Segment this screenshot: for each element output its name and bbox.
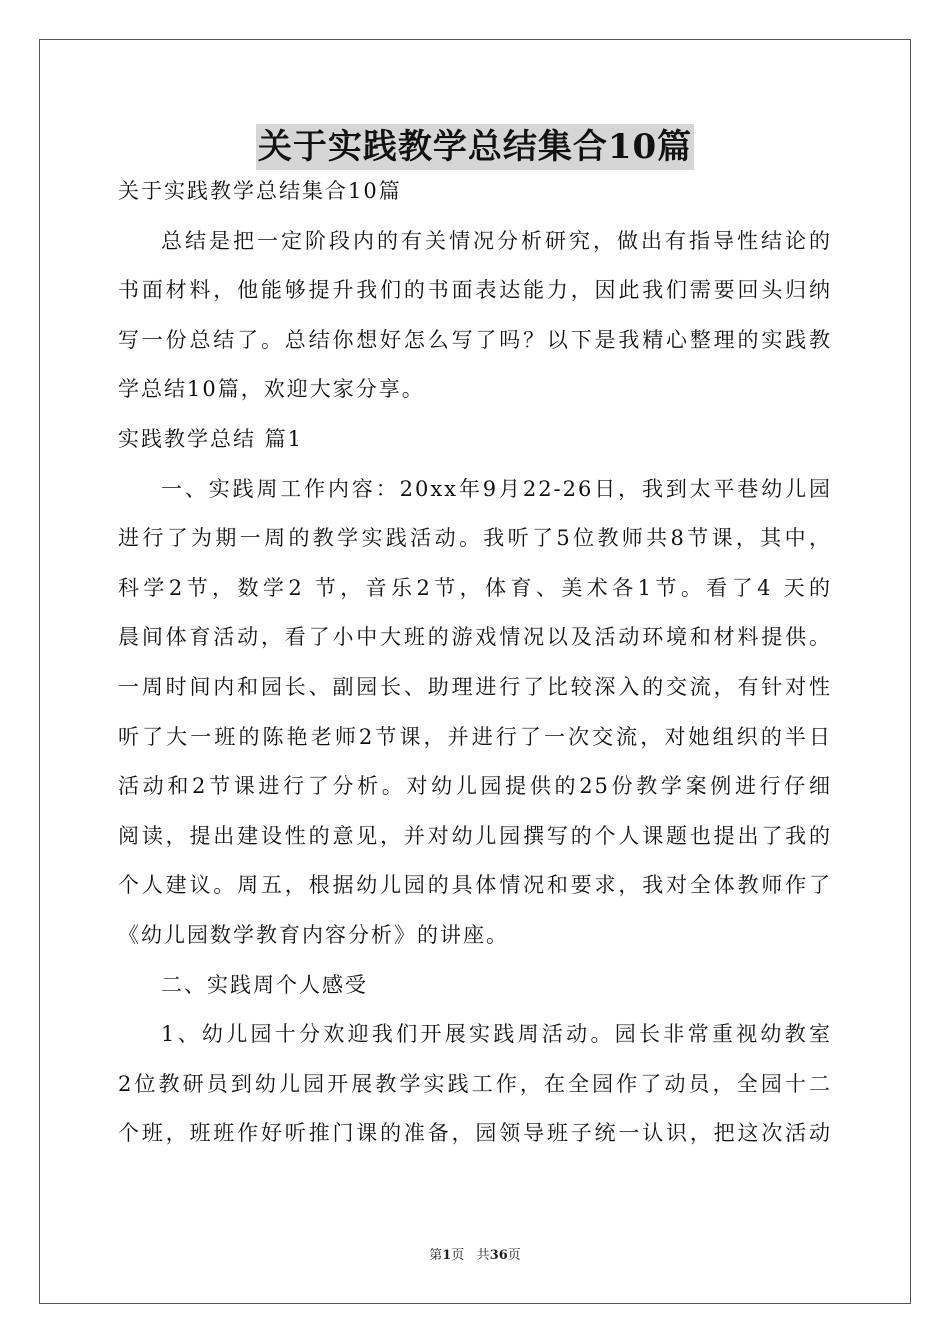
paragraph-line: 《幼儿园数学教育内容分析》的讲座。	[118, 922, 509, 947]
page-footer	[0, 1244, 950, 1263]
paragraph-line: 个人建议。周五，根据幼儿园的具体情况和要求，我对全体教师作了	[118, 873, 832, 898]
document-title: 关于实践教学总结集合10篇	[256, 124, 694, 170]
paragraph-line: 1、幼儿园十分欢迎我们开展实践周活动。园长非常重视幼教室	[161, 1022, 832, 1047]
page-prefix: 第	[429, 1248, 443, 1263]
title-container	[0, 124, 950, 170]
paragraph-line: 个班，班班作好听推门课的准备，园领导班子统一认识，把这次活动	[118, 1121, 832, 1146]
total-pages: 36	[489, 1248, 508, 1263]
total-suffix: 页	[507, 1248, 521, 1263]
page-number: 1	[442, 1248, 452, 1263]
paragraph-line: 书面材料，他能够提升我们的书面表达能力，因此我们需要回头归纳	[118, 278, 832, 303]
paragraph-line: 2位教研员到幼儿园开展教学实践工作，在全园作了动员，全园十二	[118, 1071, 832, 1096]
subtitle-line: 关于实践教学总结集合10篇	[118, 179, 402, 203]
section-heading: 实践教学总结 篇1	[118, 426, 304, 451]
paragraph-line: 总结是把一定阶段内的有关情况分析研究，做出有指导性结论的	[161, 228, 832, 253]
paragraph-line: 进行了为期一周的教学实践活动。我听了5位教师共8节课，其中，	[118, 526, 832, 551]
paragraph-line: 活动和2节课进行了分析。对幼儿园提供的25份教学案例进行仔细	[118, 774, 832, 799]
paragraph-line: 科学2节，数学2 节，音乐2节，体育、美术各1节。看了4 天的	[118, 575, 832, 600]
paragraph-line: 学总结10篇，欢迎大家分享。	[118, 377, 425, 402]
subsection-heading: 二、实践周个人感受	[161, 972, 368, 997]
paragraph-line: 写一份总结了。总结你想好怎么写了吗？以下是我精心整理的实践教	[118, 327, 832, 352]
document-body	[118, 176, 832, 1168]
paragraph-line: 一周时间内和园长、副园长、助理进行了比较深入的交流，有针对性	[118, 674, 832, 699]
paragraph-line: 晨间体育活动，看了小中大班的游戏情况以及活动环境和材料提供。	[118, 625, 832, 650]
paragraph-line: 听了大一班的陈艳老师2节课，并进行了一次交流，对她组织的半日	[118, 724, 832, 749]
page-suffix: 页	[451, 1248, 465, 1263]
paragraph-line: 一、实践周工作内容：20xx年9月22-26日，我到太平巷幼儿园	[161, 476, 832, 501]
paragraph-line: 阅读，提出建设性的意见，并对幼儿园撰写的个人课题也提出了我的	[118, 823, 832, 848]
total-prefix: 共	[476, 1248, 490, 1263]
